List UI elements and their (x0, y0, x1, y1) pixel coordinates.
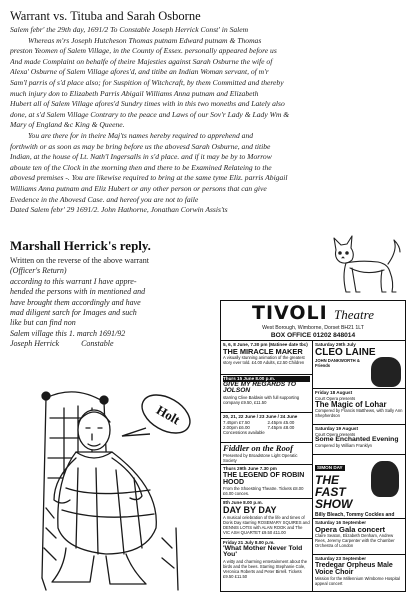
reply-intro: Written on the reverse of the above warrant (10, 256, 149, 265)
listing-date: Saturday 19 August (315, 426, 358, 431)
listing-info: Compered by William Franklyn (315, 443, 373, 449)
reply-text (10, 256, 220, 350)
listing-title: THE FAST SHOW (315, 473, 353, 511)
listing-cell (313, 341, 405, 389)
listing-cell (313, 389, 405, 425)
listing-date: Saturday 23 September (315, 556, 367, 561)
listing-cell (313, 425, 405, 455)
listing-date: Friday 18 August (315, 390, 353, 395)
price-row: 7.45pm £8.00 (267, 424, 295, 430)
warrant-line: And made Complaint on behalfe of theire Majesties against Sarah Osburne the wife of (10, 56, 273, 66)
performer-photo (371, 357, 401, 387)
listing-cell (313, 455, 405, 519)
listing-cell (221, 539, 312, 592)
tivoli-advert (220, 300, 406, 592)
listing-cell (221, 465, 312, 499)
listing-info: Mission for the Millennium Wimborne Hospital appeal concert (315, 575, 400, 586)
listing-sub: Court Opera presents (315, 431, 356, 437)
listing-cell (221, 341, 312, 375)
listing-title: DAY BY DAY (223, 504, 277, 515)
listing-title: 'What Mother Never Told You' (223, 544, 303, 559)
listing-date: Friday 21 July 8.00 p.m. (223, 540, 275, 545)
listing-date: 8th June 8.00 p.m. (223, 500, 263, 505)
listing-cell (221, 499, 312, 539)
warrant-line: Evedence in the Abovesd Case. and hereof you are not to faile (10, 194, 199, 204)
listing-info: Concessions available (223, 430, 265, 436)
reply-heading: Marshall Herrick's reply. (10, 238, 151, 253)
listing-date: Thurs 29th June 7.30 pm (223, 466, 277, 471)
warrant-line: You are there for in theire Maj'ts names hereby required to apprehend and (28, 130, 254, 140)
listing-title: Tredegar Orpheus Male Voice Choir (315, 561, 393, 576)
signature-name: Joseph Herrick (10, 339, 60, 349)
listing-sub: Court Opera presents (315, 395, 356, 401)
listing-sub: Billy Bleach, Tommy Cockles and (315, 512, 395, 518)
warrant-line: abovesd premises -. You are likewise required to bring at the same tyme Eliz. parris Abigail (10, 173, 288, 183)
listing-cell (313, 519, 405, 555)
listing-info: Presented by Broadstone Light Operatic Society (223, 452, 298, 463)
listing-title: GIVE MY REGARDS TO JOLSON (223, 380, 297, 395)
warrant-line: Salem febr' the 29th day, 1691/2 To Constable Joseph Herrick Const' in Salem (10, 25, 249, 34)
listing-info: From the Shoestring Theatre. Tickets £8.00 £6.00 conces. (223, 485, 304, 496)
listing-title: The Magic of Lohar (315, 399, 387, 409)
listing-cell (313, 555, 405, 592)
listing-info: Claire Seaton, Elizabeth Denham, Andrew Rees, Jeremy Carpenter with the Chamber Orchestra of London (315, 533, 395, 549)
warrant-line: Dated Salem febr' 29 1691/2. John Hathorne, Jonathan Corwin Assis'ts (10, 205, 228, 215)
listing-title: Opera Gala concert (315, 524, 386, 534)
listings-right (313, 341, 405, 592)
performer-photo (371, 461, 399, 497)
advert-header (221, 301, 405, 341)
box-office: BOX OFFICE 01202 848014 (270, 332, 356, 339)
warrant-line: Sam'l parris of s'd place also; for Suspition of Witchcraft, by them Committed and thereby (10, 77, 284, 87)
listing-info: starring Clive Baldwin with full supporting company £9.50, £11.50 (223, 394, 300, 405)
listing-cell (221, 375, 312, 413)
speech-bubble-text: Holt (153, 402, 183, 428)
reply-line: like but can find non (10, 318, 76, 328)
signature-line (10, 339, 220, 349)
listing-info: A witty and charming entertainment about the birds and the bees. Starring Stephanie Cole, Veronica Roberts and Peter Birrell. Tickets £9.50 £11.50 (223, 559, 308, 580)
reply-line: have brought them accordingly and have (10, 297, 141, 307)
price-table (223, 420, 310, 431)
warrant-line: forthwith or as soon as may be bring before us the abovesd Sarah Osburne, and titibe (10, 141, 271, 151)
signature-title: Constable (81, 339, 114, 349)
listing-info: Compered by Francis Matthews, with Sally Ann Shepherdson (315, 408, 403, 419)
logo-main: TIVOLI (252, 302, 328, 324)
warrant-line: Williams Anna putnam and Eliz Hubert or any other person or persons that can give (10, 183, 267, 193)
price-row: 2.45pm £5.00 (267, 419, 295, 425)
theatre-address: West Borough, Wimborne, Dorset BH21 1LT (262, 325, 364, 331)
cat-illustration (326, 232, 406, 300)
warrant-line: Indian, at the house of Lt. Nath'l Ingersalls in s'd place. and if it may be by to Morrow (10, 152, 272, 162)
warrant-line: Hubert all of Salem Village afores'd Sundry times with in this two moneths and Lately also (10, 99, 285, 109)
warrant-line: Mary of England &c King & Queene. (10, 120, 125, 130)
warrant-line: aboute ten of the Clock in the morning then and there to be Examined Relateing to the (10, 162, 272, 172)
warrant-line: Alexa' Osburne of Salem Village afores'd, and titibe an Indian Woman servant, of m'r (10, 67, 269, 77)
listing-title: Fiddler on the Roof (223, 443, 293, 453)
listing-date: Thurs 15 June 8.00 p.m. (223, 376, 310, 382)
warrant-text (10, 25, 407, 216)
listing-info: A visually stunning animation of the greatest story ever told. £4.00 Adults, £2.50 Children (223, 355, 305, 365)
warrant-line: much injury don to Elizabeth Parris Abigail Williams Anna putnam and Elizabeth (10, 88, 259, 98)
price-row: 2.00pm £6.00 (223, 424, 250, 430)
warrant-line: done, at s'd Salem Village Contrary to the peace and Laws of our Sov'r Lady & Lady Wm & (10, 109, 290, 119)
document-title: Warrant vs. Tituba and Sarah Osborne (10, 9, 201, 23)
listing-title: Some Enchanted Evening (315, 435, 399, 443)
listing-sub: JOHN DANKWORTH & Friends (315, 357, 360, 368)
listing-date: 20, 21, 22 June / 23 June / 24 June (223, 414, 298, 419)
tivoli-logo (221, 303, 405, 325)
woodcut-illustration (6, 378, 218, 596)
reply-subtitle: (Officer's Return) (10, 266, 67, 276)
listing-date: SIMON DAY (317, 465, 343, 470)
listing-date: Saturday 16 September (315, 520, 367, 525)
listing-title: THE MIRACLE MAKER (223, 346, 303, 356)
listing-title: THE LEGEND OF ROBIN HOOD (223, 471, 305, 486)
advert-listings (221, 341, 405, 592)
listing-cell (221, 413, 312, 443)
listing-cell (221, 443, 312, 465)
listings-left (221, 341, 313, 592)
reply-line: Salem village this 1. march 1691/92 (10, 328, 126, 338)
logo-suffix: Theatre (334, 307, 374, 322)
listing-title: CLEO LAINE (315, 346, 376, 358)
warrant-line: Whereas m'rs Joseph Hutcheson Thomas putnam Edward putnam & Thomas (28, 35, 262, 45)
listing-date: Saturday 29th July (315, 342, 356, 347)
listing-date: 5, 6, 8 June, 7.30 pm (Matinee date tbc) (223, 342, 308, 347)
reply-line: mad diligent sarch for Images and such (10, 308, 137, 318)
reply-line: according to this warrant I have appre- (10, 276, 137, 286)
reply-line: hended the persons with in mentioned and (10, 287, 146, 297)
price-row: 7.45pm £7.50 (223, 419, 250, 425)
warrant-line: preston Yeomen of Salem Village, in the County of Essex. personally appeared before us (10, 46, 277, 56)
listing-info: A musical celebration of the life and times of Doris Day starring ROSEMARY SQUIRES and DENNIS LOTIS with ALAN ROOK and The VIC ASH QUARTET £9.50 £11.00 (223, 514, 310, 535)
speech-bubble (122, 387, 197, 441)
